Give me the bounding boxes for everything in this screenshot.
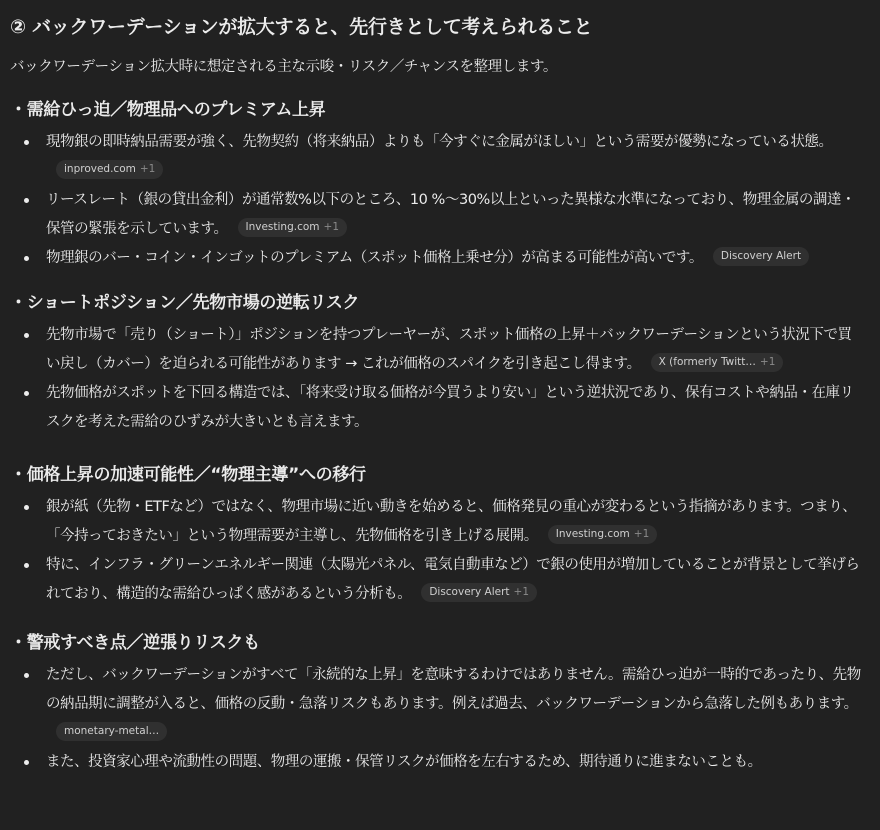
bullet-dot bbox=[24, 563, 29, 568]
list-item-text: リースレート（銀の貸出金利）が通常数%以下のところ、10 %～30%以上といった異様な水準になっており、物理金属の調達・保管の緊張を示しています。 bbox=[46, 192, 856, 237]
bullet-list bbox=[10, 321, 862, 437]
bullet-dot bbox=[24, 140, 29, 145]
source-chip[interactable] bbox=[56, 722, 167, 741]
list-item bbox=[10, 128, 862, 186]
source-name: monetary-metal… bbox=[64, 724, 160, 737]
section-heading: ・警戒すべき点／逆張りリスクも bbox=[10, 633, 260, 653]
source-count: +1 bbox=[513, 585, 530, 598]
section-short-position-risk bbox=[10, 289, 862, 437]
list-item-text: また、投資家心理や流動性の問題、物理の運搬・保管リスクが価格を左右するため、期待通りに進まないことも。 bbox=[46, 754, 762, 770]
source-chip[interactable] bbox=[713, 247, 809, 266]
section-heading: ・需給ひっ迫／物理品へのプレミアム上昇 bbox=[10, 100, 326, 120]
section-caution-points bbox=[10, 629, 862, 777]
list-item bbox=[10, 379, 862, 437]
section-heading: ・価格上昇の加速可能性／“物理主導”への移行 bbox=[10, 465, 366, 485]
source-count: +1 bbox=[323, 220, 339, 233]
list-item bbox=[10, 493, 862, 551]
source-chip[interactable] bbox=[651, 353, 784, 372]
source-name: inproved.com bbox=[64, 162, 136, 175]
section-supply-tightness bbox=[10, 96, 862, 273]
section-price-acceleration bbox=[10, 461, 862, 609]
list-item-text: 先物価格がスポットを下回る構造では、「将来受け取る価格が今買うより安い」という逆状況であり、保有コストや納品・在庫リスクを考えた需給のひずみが大きいとも言えます。 bbox=[46, 385, 854, 430]
bullet-dot bbox=[24, 673, 29, 678]
source-name: Investing.com bbox=[245, 220, 320, 233]
bullet-dot bbox=[24, 333, 29, 338]
intro-text: バックワーデーション拡大時に想定される主な示唆・リスク／チャンスを整理します。 bbox=[10, 59, 557, 75]
source-count: +1 bbox=[633, 527, 650, 540]
source-count: +1 bbox=[139, 162, 156, 175]
list-item-text: 現物銀の即時納品需要が強く、先物契約（将来納品）よりも「今すぐに金属がほしい」という需要が優勢になっている状態。 bbox=[46, 134, 833, 150]
list-item bbox=[10, 748, 862, 777]
source-count: +1 bbox=[759, 355, 776, 368]
source-name: X (formerly Twitt… bbox=[658, 355, 756, 368]
bullet-dot bbox=[24, 760, 29, 765]
bullet-dot bbox=[24, 198, 29, 203]
source-name: Discovery Alert bbox=[720, 249, 802, 262]
list-item bbox=[10, 661, 862, 748]
list-item-text: 特に、インフラ・グリーンエネルギー関連（太陽光パネル、電気自動車など）で銀の使用が増加していることが背景として挙げられており、構造的な需給ひっぱく感があるという分析も。 bbox=[46, 557, 860, 602]
list-item bbox=[10, 186, 862, 244]
bullet-list bbox=[10, 128, 862, 273]
list-item bbox=[10, 321, 862, 379]
list-item-text: ただし、バックワーデーションがすべて「永続的な上昇」を意味するわけではありません。需給ひっ迫が一時的であったり、先物の納品期に調整が入ると、価格の反動・急落リスクもあります。例えば過去、バックワーデーションから急落した例もあります。 bbox=[46, 667, 861, 712]
section-heading: ・ショートポジション／先物市場の逆転リスク bbox=[10, 293, 360, 313]
bullet-dot bbox=[24, 391, 29, 396]
bullet-dot bbox=[24, 505, 29, 510]
bullet-dot bbox=[24, 256, 29, 261]
list-item-text: 先物市場で「売り（ショート）」ポジションを持つプレーヤーが、スポット価格の上昇＋バックワーデーションという状況下で買い戻し（カバー）を迫られる可能性があります → これが価格のスパイクを引き起こし得ます。 bbox=[46, 327, 852, 372]
source-name: Investing.com bbox=[555, 527, 630, 540]
source-chip[interactable] bbox=[548, 525, 658, 544]
list-item-text: 物理銀のバー・コイン・インゴットのプレミアム（スポット価格上乗せ分）が高まる可能性が高いです。 bbox=[46, 250, 703, 266]
list-item bbox=[10, 551, 862, 609]
source-name: Discovery Alert bbox=[429, 585, 510, 598]
bullet-list bbox=[10, 493, 862, 609]
bullet-list bbox=[10, 661, 862, 777]
source-chip[interactable] bbox=[238, 218, 348, 237]
list-item-text: 銀が紙（先物・ETFなど）ではなく、物理市場に近い動きを始めると、価格発見の重心が変わるという指摘があります。つまり、「今持っておきたい」という物理需要が主導し、先物価格を引き上げる展開。 bbox=[46, 499, 857, 544]
list-item bbox=[10, 244, 862, 273]
page-title: ② バックワーデーションが拡大すると、先行きとして考えられること bbox=[10, 16, 593, 38]
source-chip[interactable] bbox=[56, 160, 163, 179]
source-chip[interactable] bbox=[421, 583, 537, 602]
